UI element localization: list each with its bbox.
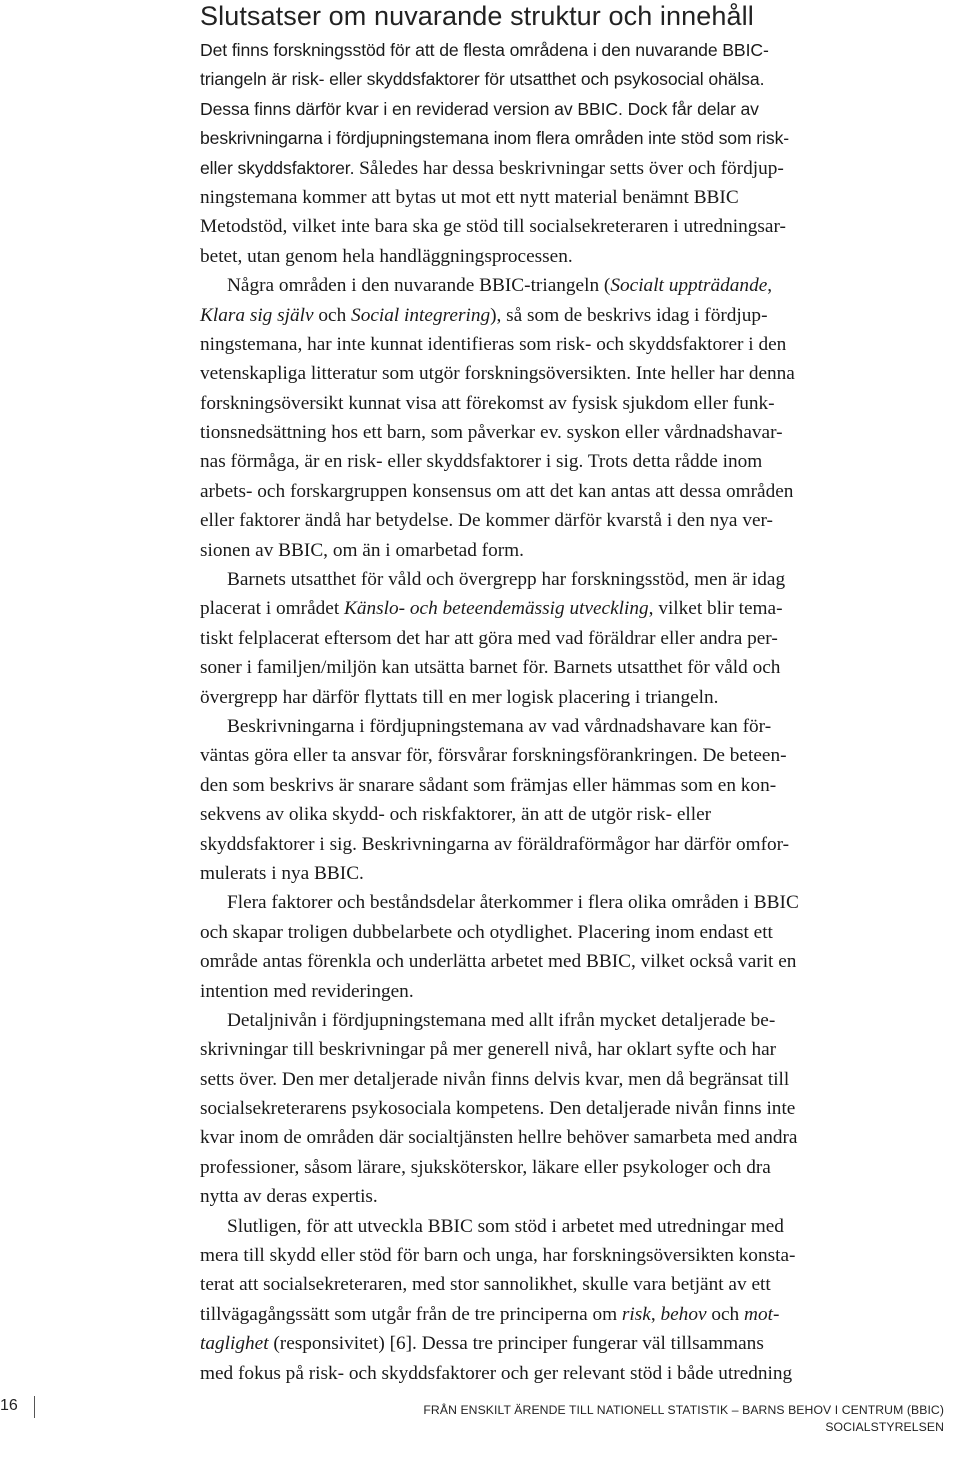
text-line: setts över. Den mer detaljerade nivån finns delvis kvar, men då begränsat till <box>200 1068 790 1090</box>
text-line: professioner, såsom lärare, sjuksköterskor, läkare eller psykologer och dra <box>200 1156 771 1178</box>
text-line: socialsekreterarens psykosociala kompetens. Den detaljerade nivån finns inte <box>200 1098 796 1120</box>
text-line: soner i familjen/miljön kan utsätta barnet för. Barnets utsatthet för våld och <box>200 657 781 679</box>
text-line: Klara sig själv och Social integrering), så som de beskrivs idag i fördjup- <box>200 304 768 326</box>
text-line: eller faktorer ändå har betydelse. De kommer därför kvarstå i den nya ver- <box>200 510 773 532</box>
text-line: den som beskrivs är snarare sådant som främjas eller hämmas som en kon- <box>200 774 777 796</box>
text-line: triangeln är risk- eller skyddsfaktorer för utsatthet och psykosocial ohälsa. <box>200 69 765 90</box>
text-line: Några områden i den nuvarande BBIC-triangeln (Socialt uppträdande, <box>227 275 773 297</box>
text-line: forskningsöversikt kunnat visa att förekomst av fysisk sjukdom eller funk- <box>200 392 775 414</box>
text-line: mera till skydd eller stöd för barn och unga, har forskningsöversikten konsta- <box>200 1245 796 1267</box>
text-line: betet, utan genom hela handläggningsprocessen. <box>200 245 573 267</box>
text-line: terat att socialsekreteraren, med stor sannolikhet, skulle vara betjänt av ett <box>200 1274 771 1296</box>
running-title: FRÅN ENSKILT ÄRENDE TILL NATIONELL STATISTIK – BARNS BEHOV I CENTRUM (BBIC) <box>423 1403 944 1417</box>
text-line: Dessa finns därför kvar i en reviderad version av BBIC. Dock får delar av <box>200 98 759 119</box>
text-line: skyddsfaktorer i sig. Beskrivningarna av föräldraförmågor har därför omfor- <box>200 833 790 855</box>
text-line: mulerats i nya BBIC. <box>200 862 364 884</box>
text-line: Metodstöd, vilket inte bara ska ge stöd till socialsekreteraren i utredningsar- <box>200 216 786 238</box>
text-line: övergrepp har därför flyttats till en mer logisk placering i triangeln. <box>200 686 719 708</box>
text-line: kvar inom de områden där socialtjänsten hellre behöver samarbeta med andra <box>200 1127 798 1149</box>
text-line: Flera faktorer och beståndsdelar återkommer i flera olika områden i BBIC <box>227 892 799 914</box>
text-line: ningstemana, har inte kunnat identifieras som risk- och skyddsfaktorer i den <box>200 333 787 355</box>
text-line: Beskrivningarna i fördjupningstemana av vad vårdnadshavare kan för- <box>227 715 772 737</box>
text-line: och skapar troligen dubbelarbete och otydlighet. Placering inom endast ett <box>200 921 773 943</box>
text-line: Det finns forskningsstöd för att de flesta områdena i den nuvarande BBIC- <box>200 40 769 60</box>
text-line: ningstemana kommer att bytas ut mot ett nytt material benämnt BBIC <box>200 186 739 208</box>
publisher-name: SOCIALSTYRELSEN <box>825 1420 944 1434</box>
text-line: med fokus på risk- och skyddsfaktorer och ger relevant stöd i både utredning <box>200 1362 793 1384</box>
text-line: vetenskapliga litteratur som utgör forskningsöversikten. Inte heller har denna <box>200 363 795 385</box>
page-title: Slutsatser om nuvarande struktur och innehåll <box>200 1 754 31</box>
text-line: taglighet (responsivitet) [6]. Dessa tre principer fungerar väl tillsammans <box>200 1333 764 1355</box>
text-line: intention med revideringen. <box>200 980 414 1002</box>
text-line: tiskt felplacerat eftersom det har att göra med vad föräldrar eller andra per- <box>200 627 778 649</box>
text-span: Således har dessa beskrivningar setts över och fördjup- <box>354 157 784 179</box>
text-line: väntas göra eller ta ansvar för, försvårar forskningsförankringen. De beteen- <box>200 745 787 767</box>
text-line: område antas förenkla och underlätta arbetet med BBIC, vilket också varit en <box>200 951 797 973</box>
text-line: Barnets utsatthet för våld och övergrepp har forskningsstöd, men är idag <box>227 569 786 591</box>
page-number: 16 <box>0 1397 18 1414</box>
text-line: beskrivningarna i fördjupningstemana inom flera områden inte stöd som risk- <box>200 128 790 149</box>
text-line: placerat i området Känslo- och beteendemässig utveckling, vilket blir tema- <box>200 598 783 620</box>
text-line: Slutligen, för att utveckla BBIC som stöd i arbetet med utredningar med <box>227 1215 784 1237</box>
footer-divider <box>34 1396 35 1418</box>
text-line: nytta av deras expertis. <box>200 1186 378 1208</box>
body-text <box>200 36 960 1388</box>
text-line: tillvägagångssätt som utgår från de tre principerna om risk, behov och mot- <box>200 1303 780 1325</box>
text-line: skrivningar till beskrivningar på mer generell nivå, har oklart syfte och har <box>200 1039 777 1061</box>
text-span: eller skyddsfaktorer. <box>200 157 355 178</box>
text-line: tionsnedsättning hos ett barn, som påverkar ev. syskon eller vårdnadshavar- <box>200 422 783 444</box>
text-line: sionen av BBIC, om än i omarbetad form. <box>200 539 524 561</box>
text-line: Detaljnivån i fördjupningstemana med allt ifrån mycket detaljerade be- <box>227 1009 776 1031</box>
page-footer <box>0 1396 960 1462</box>
text-line: arbets- och forskargruppen konsensus om att det kan antas att dessa områden <box>200 480 794 502</box>
text-line: sekvens av olika skydd- och riskfaktorer, än att de utgör risk- eller <box>200 804 712 826</box>
text-line <box>200 154 960 183</box>
text-line: nas förmåga, är en risk- eller skyddsfaktorer i sig. Trots detta rådde inom <box>200 451 763 473</box>
